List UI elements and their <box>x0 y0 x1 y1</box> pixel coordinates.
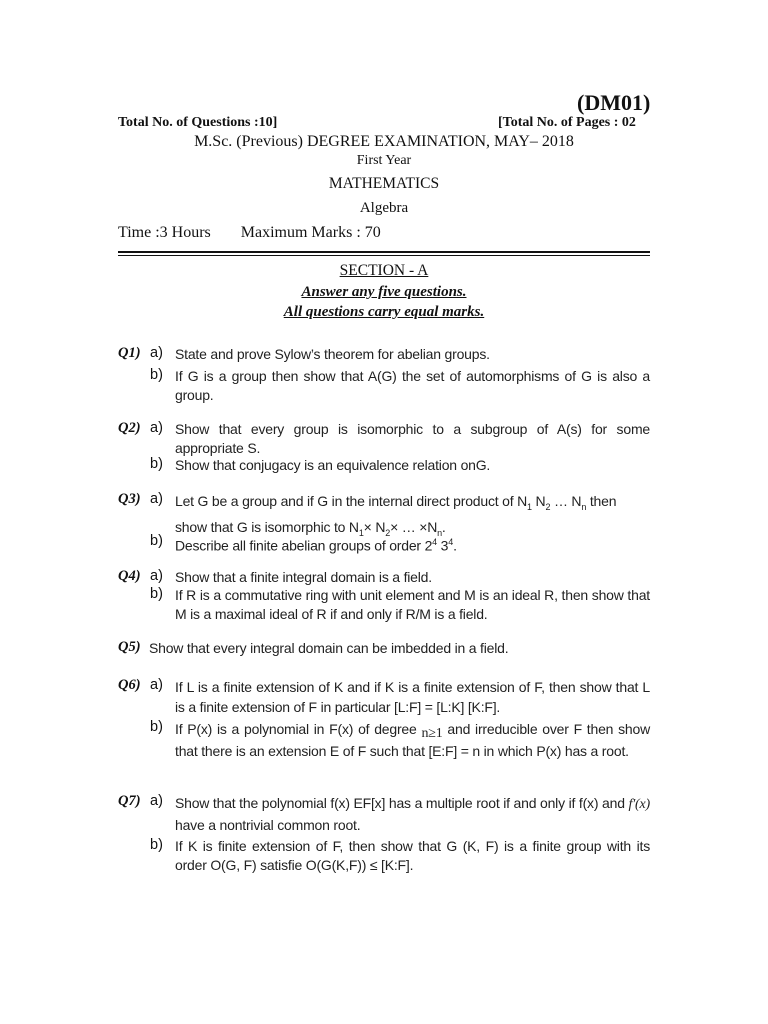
exam-title: M.Sc. (Previous) DEGREE EXAMINATION, MAY– 2018 <box>194 133 574 150</box>
question-text: Describe all finite abelian groups of order $2^4$ $3^4$. <box>175 537 457 554</box>
exam-paper: Algebra <box>359 200 409 216</box>
question-text: Show that every integral domain can be imbedded in a field. <box>149 640 509 656</box>
question-text: Let G be a group and if G in the internal direct product of $N_1$ $N_2$ … $N_n$ then show that G is isomorphic to $N_1\times N_2\times$ … $\times N_n$. <box>175 493 617 538</box>
paper-code: (DM01) <box>577 90 651 115</box>
question-text: Show that conjugacy is an equivalence relation onG. <box>175 457 491 473</box>
part-label: b) <box>150 367 163 383</box>
part-label: a) <box>150 491 163 507</box>
question-number: Q5) <box>118 639 141 655</box>
header-rule-top <box>118 251 650 253</box>
question-text: If R is a commutative ring with unit element and M is an ideal R, then show that M is a maximal ideal of R if and only if R/M is a field. <box>175 587 650 622</box>
section-title: SECTION - A <box>339 262 429 279</box>
part-label: a) <box>150 345 163 361</box>
question-text: State and prove Sylow’s theorem for abelian groups. <box>175 346 490 362</box>
part-label: a) <box>150 568 163 584</box>
time-marks-line <box>118 224 381 242</box>
part-label: b) <box>150 586 163 602</box>
header-rule-bottom <box>118 255 650 256</box>
question-text: If P(x) is a polynomial in F(x) of degree n≥1 and irreducible over F then show that there is an extension E of F such that [E:F] = n in which P(x) has a root. <box>175 721 650 759</box>
section-instruction: All questions carry equal marks. <box>283 304 485 320</box>
question-number: Q1) <box>118 345 141 361</box>
exam-max-marks: Maximum Marks : 70 <box>240 224 381 241</box>
question-text: Show that the polynomial f(x) EF[x] has a multiple root if and only if f(x) and f′(x) have a nontrivial common root. <box>175 795 650 833</box>
part-label: a) <box>150 677 163 693</box>
question-number: Q2) <box>118 420 141 436</box>
total-pages: [Total No. of Pages : 02 <box>498 115 636 130</box>
part-label: a) <box>150 420 163 436</box>
part-label: b) <box>150 719 163 735</box>
question-text: Show that every group is isomorphic to a subgroup of A(s) for some appropriate S. <box>175 421 650 456</box>
part-label: b) <box>150 533 163 549</box>
part-label: b) <box>150 456 163 472</box>
part-label: a) <box>150 793 163 809</box>
total-questions: Total No. of Questions :10] <box>118 115 278 130</box>
exam-year: First Year <box>356 153 412 168</box>
exam-time: Time :3 Hours <box>118 224 211 241</box>
question-text: Show that a finite integral domain is a field. <box>175 569 432 585</box>
question-number: Q6) <box>118 677 141 693</box>
question-number: Q3) <box>118 491 141 507</box>
question-text: If L is a finite extension of K and if K is a finite extension of F, then show that L is a finite extension of F in particular [L:F] = [L:K] [K:F]. <box>175 679 650 715</box>
section-instruction: Answer any five questions. <box>301 284 467 300</box>
question-text: If G is a group then show that A(G) the set of automorphisms of G is also a group. <box>175 368 650 403</box>
question-text: If K is finite extension of F, then show that G (K, F) is a finite group with its order O(G, F) satisfie O(G(K,F)) ≤ [K:F]. <box>175 838 650 873</box>
exam-subject: MATHEMATICS <box>328 175 440 192</box>
question-number: Q4) <box>118 568 141 584</box>
part-label: b) <box>150 837 163 853</box>
question-number: Q7) <box>118 793 141 809</box>
